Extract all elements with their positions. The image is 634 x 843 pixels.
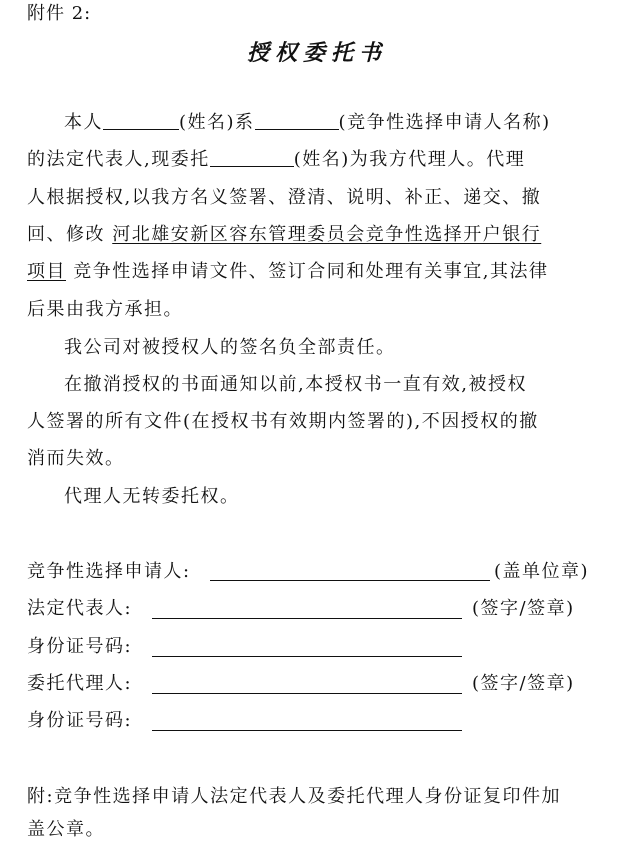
blank-applicant-name (255, 111, 339, 130)
agent-signature-line[interactable] (152, 693, 462, 694)
attachment-note-line-1: 附:竞争性选择申请人法定代表人及委托代理人身份证复印件加 (27, 786, 562, 807)
blank-principal-name (103, 111, 179, 130)
paragraph-1-line-2: 的法定代表人,现委托 (姓名)为我方代理人。代理 (27, 149, 526, 170)
paragraph-3-line-3: 消而失效。 (27, 448, 125, 469)
applicant-signature-line[interactable] (210, 580, 490, 581)
legal-rep-sign-note: (签字/签章) (472, 598, 575, 619)
paragraph-1-line-1: 本人 (姓名)系 (竞争性选择申请人名称) (64, 112, 551, 133)
paragraph-1-line-3: 人根据授权,以我方名义签署、澄清、说明、补正、递交、撤 (27, 187, 542, 208)
attachment-label: 附件 2: (27, 3, 92, 24)
id-number-label-1: 身份证号码: (27, 636, 133, 657)
id-number-label-2: 身份证号码: (27, 710, 133, 731)
applicant-label: 竞争性选择申请人: (27, 561, 191, 582)
id-number-line-1[interactable] (152, 656, 462, 657)
paragraph-4: 代理人无转委托权。 (64, 486, 240, 507)
document-title: 授权委托书 (246, 40, 387, 66)
legal-rep-signature-line[interactable] (152, 618, 462, 619)
legal-rep-label: 法定代表人: (27, 598, 133, 619)
attachment-note-line-2: 盖公章。 (27, 819, 105, 840)
paragraph-1-line-5: 项目 竞争性选择申请文件、签订合同和处理有关事宜,其法律 (27, 261, 549, 282)
applicant-seal-note: (盖单位章) (494, 561, 590, 582)
project-name-underlined: 河北雄安新区容东管理委员会竞争性选择开户银行 (112, 224, 542, 245)
paragraph-1-line-4: 回、修改 河北雄安新区容东管理委员会竞争性选择开户银行 (27, 224, 542, 245)
project-label-underlined: 项目 (27, 261, 66, 282)
paragraph-2: 我公司对被授权人的签名负全部责任。 (64, 337, 396, 358)
blank-agent-name (210, 148, 294, 167)
paragraph-3-line-2: 人签署的所有文件(在授权书有效期内签署的),不因授权的撤 (27, 411, 539, 432)
agent-sign-note: (签字/签章) (472, 673, 575, 694)
paragraph-1-line-6: 后果由我方承担。 (27, 299, 183, 320)
id-number-line-2[interactable] (152, 730, 462, 731)
agent-label: 委托代理人: (27, 673, 133, 694)
paragraph-3-line-1: 在撤消授权的书面通知以前,本授权书一直有效,被授权 (64, 374, 527, 395)
